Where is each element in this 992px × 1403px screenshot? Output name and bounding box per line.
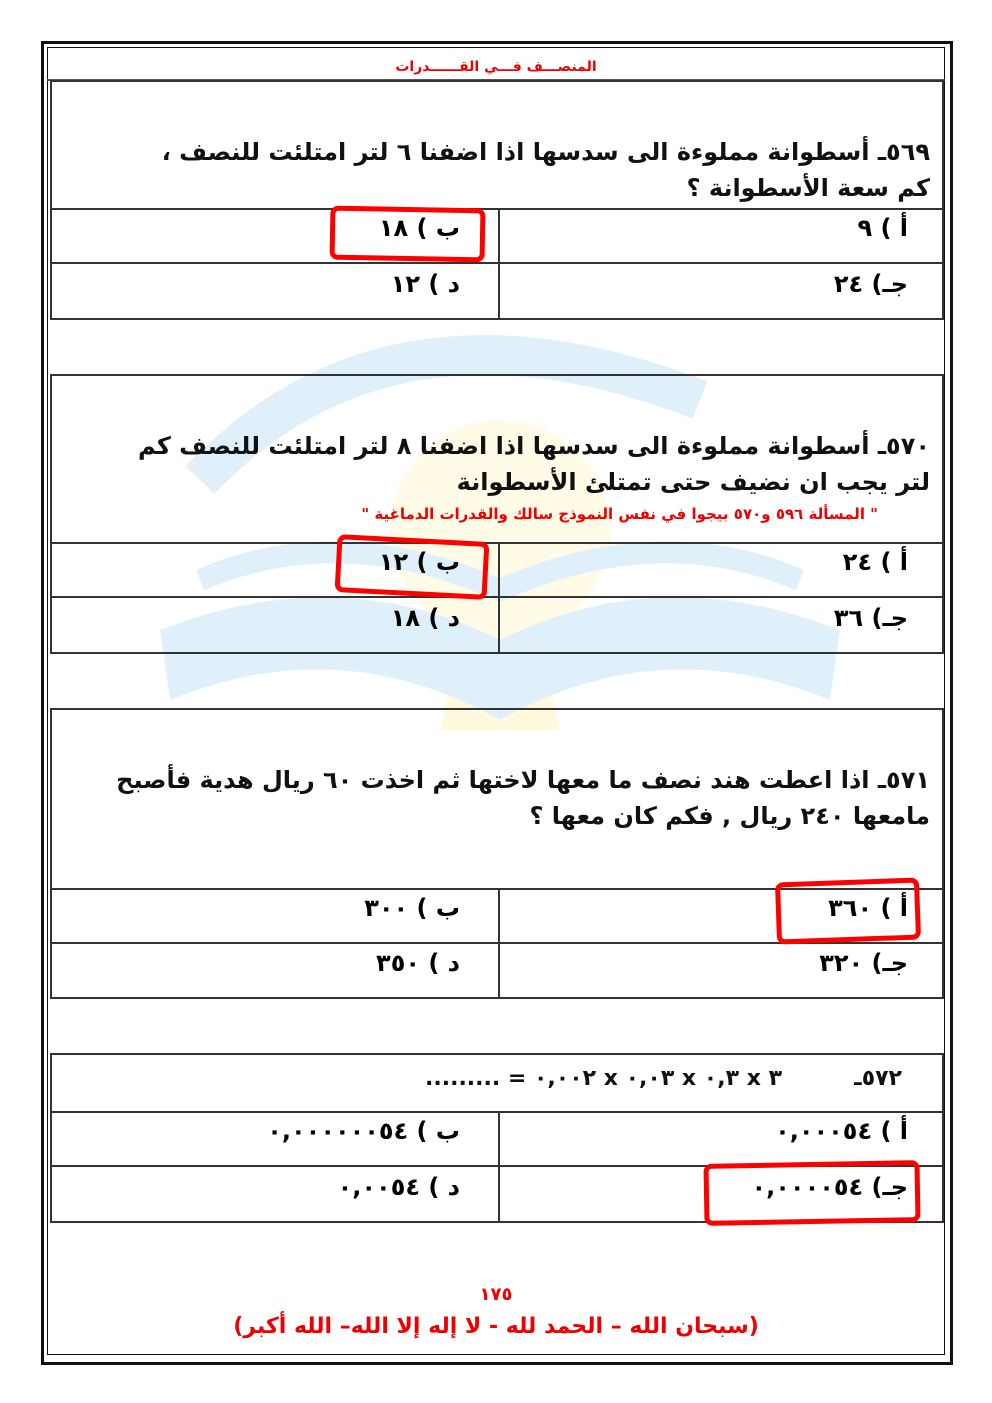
page-number: ١٧٥ xyxy=(479,1284,513,1305)
question-text: ٥٦٩ـ أسطوانة مملوءة الى سدسها اذا اضفنا ٦ لتر امتلئت للنصف ، كم سعة الأسطوانة ؟ xyxy=(161,138,930,202)
footer-dhikr: (سبحان الله – الحمد لله - لا إله إلا الله– الله أكبر) xyxy=(233,1314,759,1339)
question-572 xyxy=(50,1053,944,1113)
option-b[interactable]: ب ) ٠,٠٠٠٠٠٠٥٤ xyxy=(267,1117,460,1145)
question-570 xyxy=(50,374,944,544)
option-c[interactable]: جـ) ٣٦ xyxy=(498,598,944,652)
question-text: ٣ x ٠,٣ x ٠,٠٣ x ٠,٠٠٢ = ......... xyxy=(425,1066,782,1091)
question-text: ٥٧٠ـ أسطوانة مملوءة الى سدسها اذا اضفنا ٨ لتر امتلئت للنصف كم لتر يجب ان نضيف حتى تمتلئ الأسطوانة xyxy=(138,432,930,496)
option-a[interactable]: أ ) ٣٦٠ xyxy=(498,888,944,942)
option-c[interactable]: جـ) ٠,٠٠٠٠٥٤ xyxy=(498,1167,944,1221)
option-b[interactable]: ب ) ١٢ xyxy=(378,548,460,576)
options-row xyxy=(50,264,944,320)
option-d[interactable]: د ) ٣٥٠ xyxy=(376,949,460,977)
option-d[interactable]: د ) ٠,٠٠٥٤ xyxy=(337,1173,460,1201)
option-c[interactable]: جـ) ٢٤ xyxy=(498,264,944,318)
question-569 xyxy=(50,80,944,210)
answer-mark xyxy=(335,534,490,600)
answer-mark xyxy=(775,878,921,945)
options-row xyxy=(50,598,944,654)
option-b[interactable]: ب ) ١٨ xyxy=(378,214,460,242)
question-text: ٥٧١ـ اذا اعطت هند نصف ما معها لاختها ثم اخذت ٦٠ ريال هدية فأصبح مامعها ٢٤٠ ريال , فكم كان معها ؟ xyxy=(116,766,930,830)
question-note: " المسألة ٥٩٦ و٥٧٠ بيجوا في نفس النموذج سالك والقدرات الدماغية " xyxy=(361,505,878,523)
option-d[interactable]: د ) ١٨ xyxy=(390,604,460,632)
options-row xyxy=(50,208,944,264)
options-row xyxy=(50,1111,944,1167)
question-571 xyxy=(50,708,944,890)
options-row xyxy=(50,542,944,598)
answer-mark xyxy=(330,206,486,263)
option-a[interactable]: أ ) ٩ xyxy=(498,208,944,262)
answer-mark xyxy=(703,1160,920,1226)
option-a[interactable]: أ ) ٢٤ xyxy=(498,542,944,596)
question-number: ٥٧٢ـ xyxy=(854,1066,902,1091)
option-b[interactable]: ب ) ٣٠٠ xyxy=(364,894,460,922)
option-c[interactable]: جـ) ٣٢٠ xyxy=(498,943,944,997)
options-row xyxy=(50,943,944,999)
header-title: المنصـــف فـــي القــــــدرات xyxy=(395,59,597,75)
option-a[interactable]: أ ) ٠,٠٠٠٥٤ xyxy=(498,1111,944,1165)
option-d[interactable]: د ) ١٢ xyxy=(390,270,460,298)
